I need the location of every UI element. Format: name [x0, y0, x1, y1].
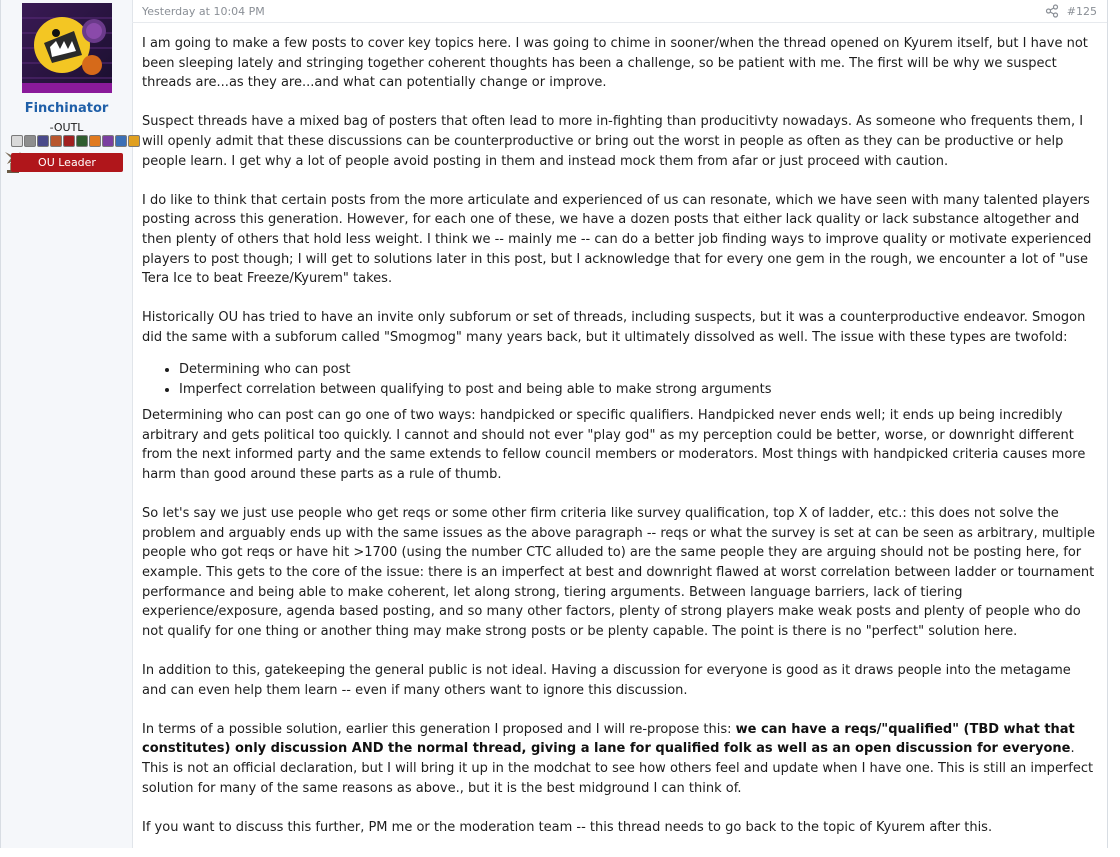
badge-icon[interactable]: [50, 135, 62, 147]
badge-icon[interactable]: [11, 135, 23, 147]
badge-icon[interactable]: [128, 135, 140, 147]
badge-icon[interactable]: [37, 135, 49, 147]
badge-icon[interactable]: [24, 135, 36, 147]
post-body: [142, 34, 1098, 857]
badge-row: [11, 135, 141, 149]
paragraph: Suspect threads have a mixed bag of posters that often lead to more in-fighting than producitivty nowadays. As someone who frequents them, I will openly admit that these discussions can be counterproductive or bring out the worst in people as often as they can be productive or help people learn. I get why a lot of people avoid posting in them and instead mock them from afar or just proceed with caution.: [142, 114, 1084, 169]
post-timestamp[interactable]: Yesterday at 10:04 PM: [142, 5, 265, 18]
post-number-link[interactable]: #125: [1066, 5, 1097, 18]
post-attribution: [132, 0, 1107, 23]
role-banner: OU Leader: [11, 153, 123, 172]
paragraph: Determining who can post can go one of two ways: handpicked or specific qualifiers. Handpicked never ends well; it ends up being incredibly arbitrary and gets political too quickly. I cannot and should not ever "play god" as my perception could be better, worse, or downright different from the next informed party and the same extends to fellow council members or moderators. Most things with handpicked criteria causes more harm than good around these parts as a rule of thumb.: [142, 408, 1086, 483]
badge-icon[interactable]: [115, 135, 127, 147]
badge-icon[interactable]: [89, 135, 101, 147]
badge-icon[interactable]: [63, 135, 75, 147]
badge-icon[interactable]: [102, 135, 114, 147]
paragraph: [142, 720, 1098, 798]
avatar[interactable]: [22, 3, 112, 93]
paragraph: In addition to this, gatekeeping the general public is not ideal. Having a discussion for everyone is good as it draws people into the metagame and can even help them learn -- even if many others want to ignore this discussion.: [142, 663, 1071, 698]
paragraph: I am going to make a few posts to cover key topics here. I was going to chime in sooner/when the thread opened on Kyurem itself, but I have not been sleeping lately and stringing together coherent thoughts has been a challenge, so be patient with me. The first will be why we suspect threads are...as they are...and what can potentially change or improve.: [142, 36, 1088, 91]
share-icon[interactable]: [1045, 4, 1059, 18]
badge-icon[interactable]: [76, 135, 88, 147]
list-item: • Determining who can post: [179, 360, 1098, 380]
user-title: -OUTL: [49, 121, 84, 134]
user-sidebar: [1, 0, 133, 848]
paragraph: If you want to discuss this further, PM me or the moderation team -- this thread needs to go back to the topic of Kyurem after this.: [142, 819, 993, 835]
text-run: . This is not an official declaration, but I will bring it up in the modchat to see how others feel and update when I have one. This is still an imperfect solution for many of the same reasons as above., but it is the best midground I can think of.: [142, 741, 1094, 796]
paragraph: So let's say we just use people who get reqs or some other firm criteria like survey qualification, top X of ladder, etc.: this does not solve the problem and arguably ends up with the same issues as the above paragraph -- reqs or what the survey is set at can be seen as arbitrary, multiple people who got reqs or have hit >1700 (using the number CTC alluded to) are the same people they are arguing should not be posting here, for example. This gets to the core of the issue: there is an imperfect at best and downright flawed at worst correlation between ladder or tournament performance and being able to make coherent, let along strong, tiering arguments. Between language barriers, lack of tiering experience/exposure, agenda based posting, and so many other factors, plenty of strong players make weak posts and plenty of people who do not qualify for one thing or another thing may make strong posts or be plenty capable. The point is there is no "perfect" solution here.: [142, 506, 1095, 639]
paragraph: Historically OU has tried to have an invite only subforum or set of threads, including suspects, but it was a counterproductive endeavor. Smogon did the same with a subforum called "Smogmog" many years back, but it ultimately dissolved as well. The issue with these types are twofold:: [142, 310, 1086, 345]
username[interactable]: Finchinator: [24, 101, 109, 116]
bold-proposal: we can have a reqs/"qualified" (TBD what that constitutes) only discussion AND the normal thread, giving a lane for qualified folk as well as an open discussion for everyone: [142, 721, 1075, 757]
text-run: In terms of a possible solution, earlier this generation I proposed and I will re-propose this:: [142, 721, 736, 737]
list-item: • Imperfect correlation between qualifying to post and being able to make strong arguments: [179, 380, 1098, 400]
bullet-list: [142, 360, 1098, 399]
paragraph: I do like to think that certain posts from the more articulate and experienced of us can resonate, which we have seen with many talented players posting across this generation. However, for each one of these, we have a dozen posts that either lack quality or lack substance altogether and then plenty of others that hold less weight. I think we -- mainly me -- can do a better job finding ways to improve quality or motivate experienced players to post though; I will get to solutions later in this post, but I acknowledge that for every one gem in the rough, we encounter a lot of "use Tera Ice to beat Freeze/Kyurem" takes.: [142, 192, 1092, 287]
